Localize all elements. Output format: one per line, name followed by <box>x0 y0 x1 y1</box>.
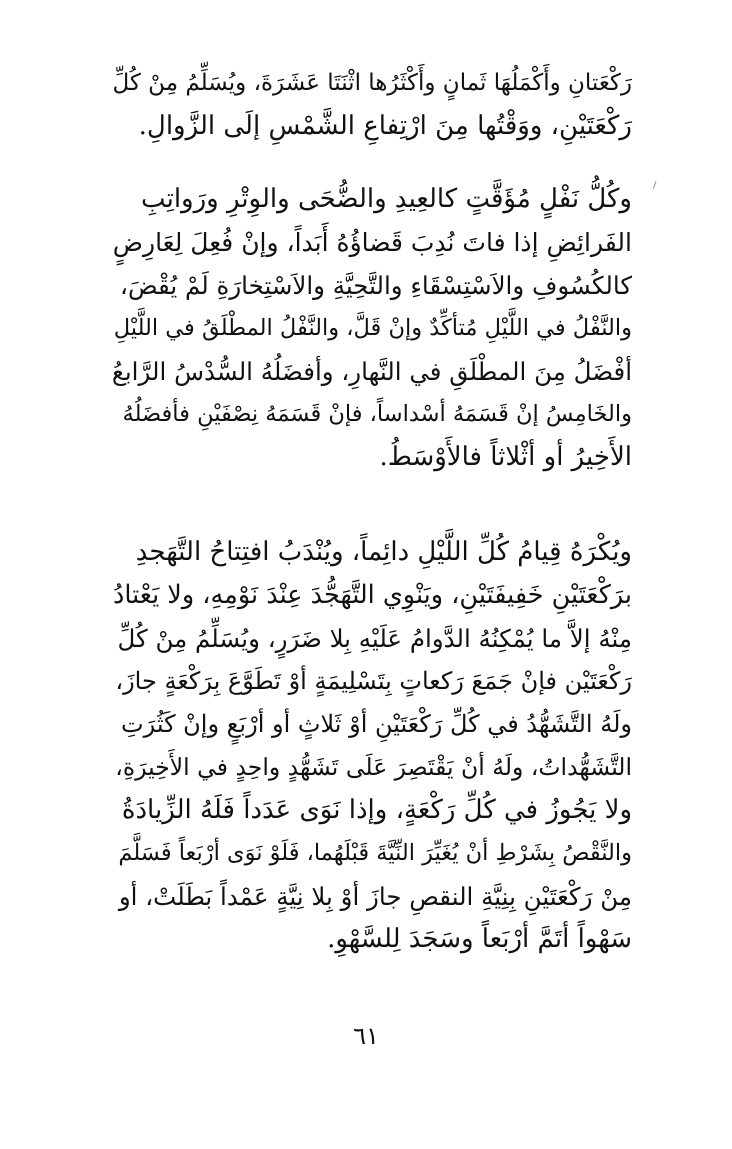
text-line: ويُكْرَهُ قِيامُ كُلِّ اللَّيْلِ دائِماً، ويُنْدَبُ افتِتاحُ التَّهَجدِ <box>135 537 632 567</box>
text-line: ولا يَجُوزُ في كُلِّ رَكْعَةٍ، وإذا نَوَى عَدَداً فَلَهُ الزِّيادَةُ <box>121 795 632 825</box>
text-line: وكُلُّ نَفْلٍ مُؤَقَّتٍ كالعِيدِ والضُّحَى والوِتْرِ ورَواتِبِ <box>141 184 632 214</box>
margin-mark <box>653 181 662 191</box>
paragraph-timed-nafl <box>112 178 632 479</box>
text-line: الفَرائِضِ إذا فاتَ نُدِبَ قَضاؤُهُ أَبَداً، وإنْ فُعِلَ لِعَارِضٍ <box>112 228 632 257</box>
text-line: مِنْ رَكْعَتَيْنِ بِنِيَّةِ النقصِ جازَ أوْ بِلا نِيَّةٍ عَمْداً بَطَلَتْ، أو <box>118 882 632 911</box>
paragraph-duha <box>112 62 632 148</box>
text-line: سَهْواً أتَمَّ أرْبَعاً وسَجَدَ لِلسَّهْوِ. <box>327 924 632 954</box>
text-line: والنَّفْلُ في اللَّيْلِ مُتأكِّدٌ وإنْ قَلَّ، والنَّفْلُ المطْلَقُ في اللَّيْلِ <box>113 315 632 341</box>
text-line: رَكْعَتَيْن فإنْ جَمَعَ رَكعاتٍ بِتَسْلِيمَةٍ أوْ تَطَوَّعَ بِرَكْعَةٍ جازَ، <box>115 667 632 695</box>
text-line: والخَامِسُ إنْ قَسَمَهُ أسْداساً، فإنْ قَسَمَهُ نِصْفَيْنِ فأفضَلُهُ <box>122 401 632 427</box>
text-line: كالكُسُوفِ والاَسْتِسْقَاءِ والتَّحِيَّةِ والاَسْتِخارَةِ لَمْ يُقْضَ، <box>120 271 632 300</box>
text-line: رَكْعَتَيْنِ، ووَقْتُها مِنَ ارْتِفاعِ الشَّمْسِ إلَى الزَّوالِ. <box>138 111 632 141</box>
text-line: رَكْعَتانِ وأَكْمَلُهَا ثَمانٍ وأَكْثَرُها اثْنَتَا عَشَرَةَ، ويُسَلِّمُ مِنْ كُلِّ <box>112 70 632 96</box>
text-line: التَّشَهُّداتُ، ولَهُ أنْ يَقْتَصِرَ عَلَى تَشَهُّدٍ واحِدٍ في الأَخِيرَةِ، <box>115 753 632 781</box>
text-line: برَكْعَتَيْنِ خَفِيفَتَيْنِ، ويَنْوِي التَّهَجُّدَ عِنْدَ نَوْمِهِ، ولا يَعْتادُ <box>112 580 632 610</box>
text-line: الأَخِيرُ أو أثْلاثاً فالأَوْسَطُ. <box>379 442 632 472</box>
text-line: والنَّقْصُ بِشَرْطِ أنْ يُغَيِّرَ النِّيَّةَ قَبْلَهُما، فَلَوْ نَوَى أرْبَعاً فَسَلَّمَ <box>118 840 632 866</box>
text-line: ولَهُ التَّشَهُّدُ في كُلِّ رَكْعَتَيْنِ أوْ ثَلاثٍ أو أرْبَعٍ وإنْ كَثُرَتِ <box>121 710 632 738</box>
page-number: ٦١ <box>353 1022 379 1050</box>
text-line: أفْضَلُ مِنَ المطْلَقِ في النَّهارِ، وأفضَلُهُ السُّدْسُ الرَّابعُ <box>111 357 632 386</box>
text-line: مِنْهُ إلاَّ ما يُمْكِنُهُ الدَّوامُ عَلَيْهِ بِلا ضَرَرٍ، ويُسَلِّمُ مِنْ كُلِّ <box>117 624 632 653</box>
paragraph-night-prayer <box>112 531 632 961</box>
